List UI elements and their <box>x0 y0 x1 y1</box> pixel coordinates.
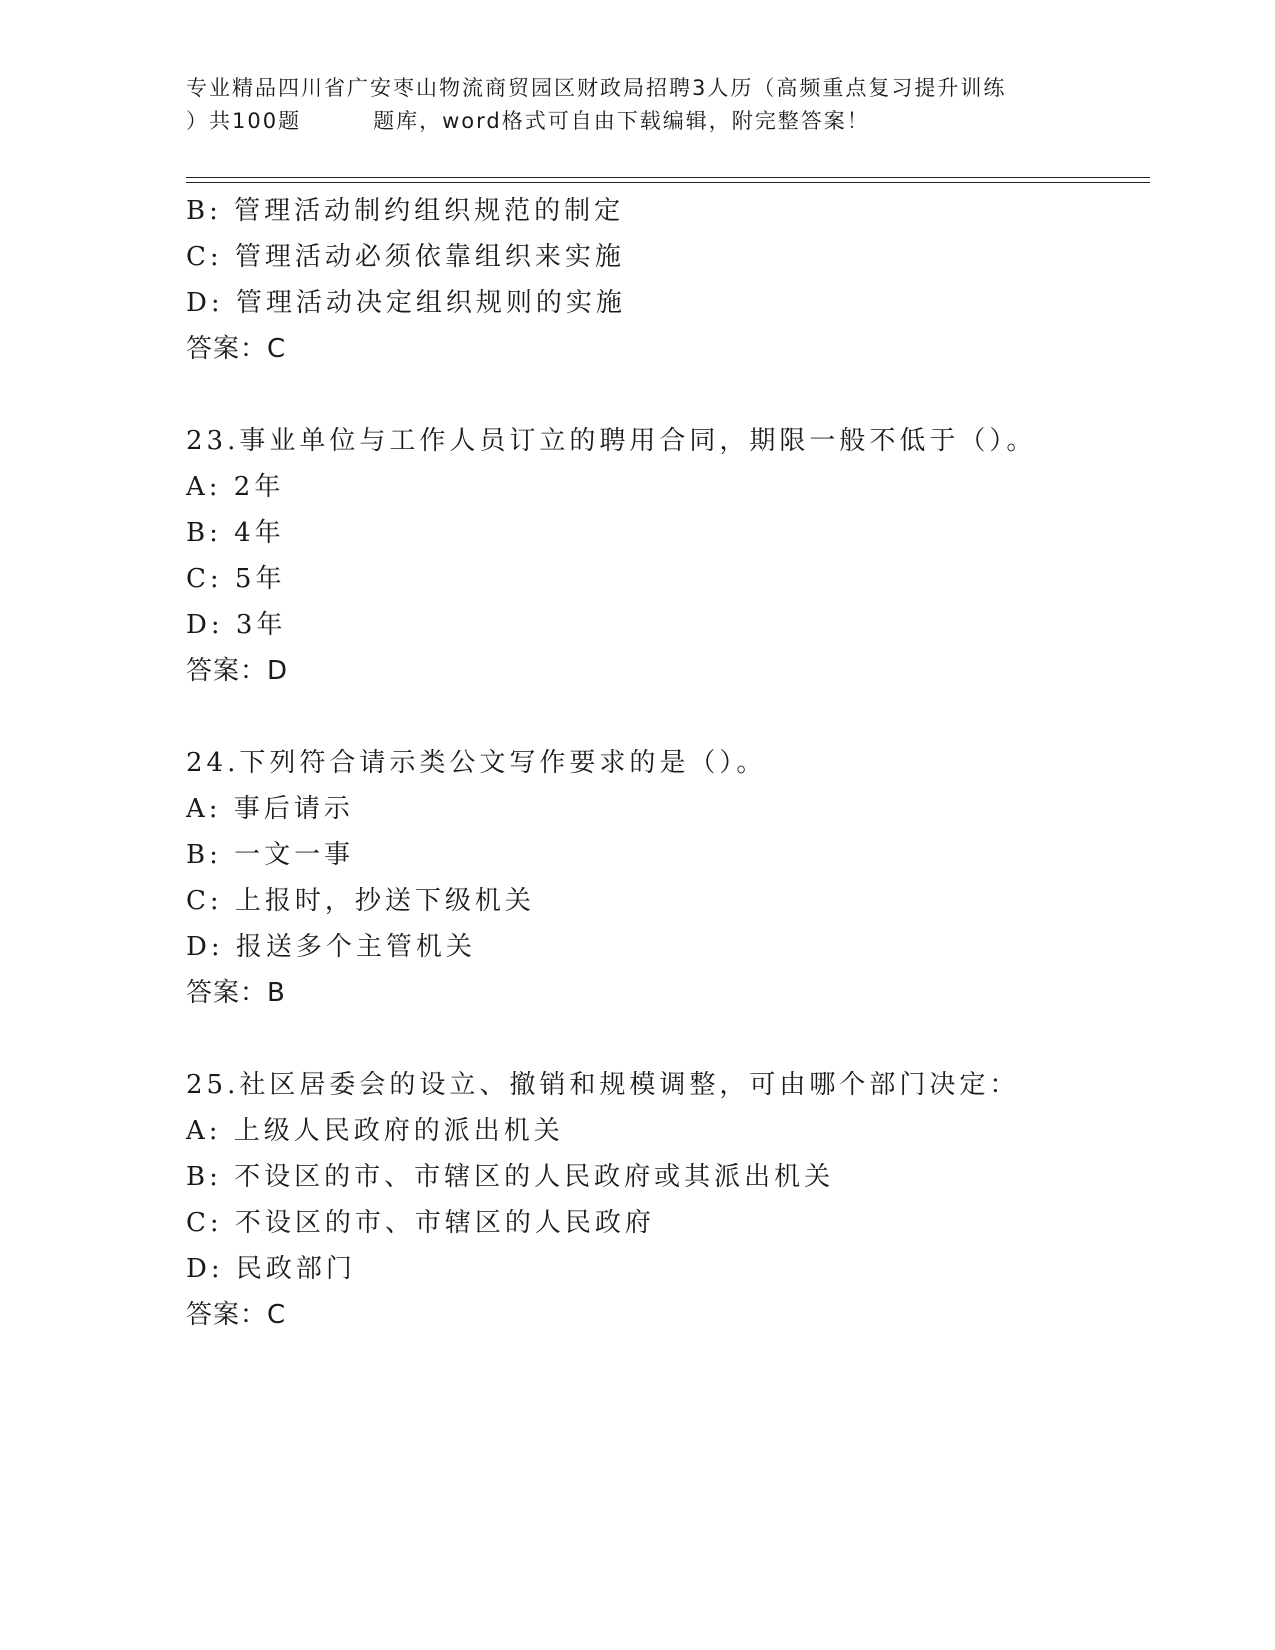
option-d: D: 报送多个主管机关 <box>186 932 476 962</box>
question-22-continued <box>186 188 1146 372</box>
question-stem: 25.社区居委会的设立、撤销和规模调整，可由哪个部门决定： <box>186 1070 1020 1100</box>
question-list <box>186 188 1146 1338</box>
header-title-line2-right: 题库，word格式可自由下载编辑，附完整答案！ <box>373 109 870 133</box>
answer-line: 答案：C <box>186 1300 287 1330</box>
option-c: C: 管理活动必须依靠组织来实施 <box>186 242 625 272</box>
document-header <box>186 72 1106 138</box>
spacer <box>186 1016 1146 1062</box>
header-rule-top <box>186 177 1150 178</box>
answer-line: 答案：B <box>186 978 286 1008</box>
option-b: B: 不设区的市、市辖区的人民政府或其派出机关 <box>186 1162 835 1192</box>
option-a: A: 上级人民政府的派出机关 <box>186 1116 564 1146</box>
option-d: D: 管理活动决定组织规则的实施 <box>186 288 626 318</box>
option-c: C: 不设区的市、市辖区的人民政府 <box>186 1208 655 1238</box>
option-d: D: 民政部门 <box>186 1254 356 1284</box>
question-24 <box>186 740 1146 1016</box>
header-rule-bottom <box>186 182 1150 183</box>
option-a: A: 2年 <box>186 472 285 502</box>
option-c: C: 5年 <box>186 564 286 594</box>
question-stem: 24.下列符合请示类公文写作要求的是（）。 <box>186 748 767 778</box>
header-title-line1: 专业精品四川省广安枣山物流商贸园区财政局招聘3人历（高频重点复习提升训练 <box>186 76 1007 100</box>
question-stem: 23.事业单位与工作人员订立的聘用合同，期限一般不低于（）。 <box>186 426 1037 456</box>
option-b: B: 4年 <box>186 518 285 548</box>
option-b: B: 管理活动制约组织规范的制定 <box>186 196 625 226</box>
header-title-line2 <box>186 105 1106 138</box>
answer-line: 答案：D <box>186 656 289 686</box>
question-25 <box>186 1062 1146 1338</box>
header-title-line2-left: ）共100题 <box>186 109 302 133</box>
spacer <box>186 694 1146 740</box>
option-b: B: 一文一事 <box>186 840 355 870</box>
option-c: C: 上报时，抄送下级机关 <box>186 886 535 916</box>
question-23 <box>186 418 1146 694</box>
option-d: D: 3年 <box>186 610 287 640</box>
option-a: A: 事后请示 <box>186 794 354 824</box>
answer-line: 答案：C <box>186 334 287 364</box>
spacer <box>186 372 1146 418</box>
